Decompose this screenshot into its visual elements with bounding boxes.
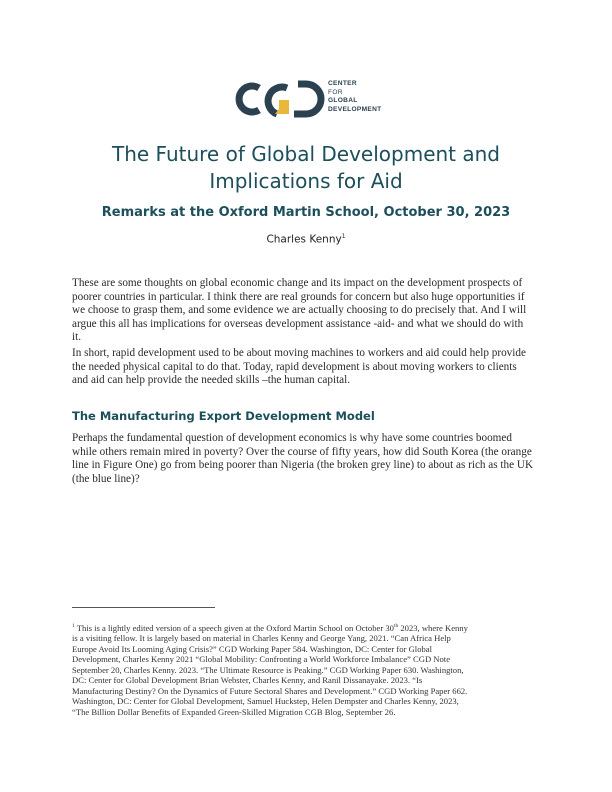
text-line: while others remain mired in poverty? Over the course of fifty years, how did South Korea (the orange (72, 445, 532, 458)
text-line: it. (72, 331, 82, 344)
author (0, 233, 612, 246)
logo-wordmark (328, 80, 382, 114)
footnote (72, 621, 468, 717)
text-line: and aid can help provide the needed skills –the human capital. (72, 374, 351, 387)
author-name: Charles Kenny (266, 233, 342, 246)
paragraph-section (72, 432, 552, 486)
text-line: (the blue line)? (72, 472, 140, 485)
text-line: DC: Center for Global Development Brian Webster, Charles Kenny, and Ranil Dissanayake. 2023. “Is (72, 675, 423, 686)
text-line: Europe Avoid Its Looming Aging Crisis?” CGD Working Paper 584. Washington, DC: Center for Global (72, 643, 432, 654)
subtitle: Remarks at the Oxford Martin School, October 30, 2023 (101, 205, 511, 220)
text-line: argue this all has implications for overseas development assistance -aid- and what we should do with (72, 317, 524, 330)
footnote-mark: 1 (72, 623, 75, 629)
title-line: The Future of Global Development and (111, 142, 501, 166)
text-line: These are some thoughts on global economic change and its impact on the development prospects of (72, 277, 523, 289)
text-line: Development, Charles Kenny 2021 “Global Mobility: Confronting a World Workforce Imbalance” CGD Note (72, 654, 451, 665)
logo-line: FOR (328, 88, 343, 96)
logo-line: GLOBAL (328, 97, 358, 105)
text-line: In short, rapid development used to be about moving machines to workers and aid could help provide (72, 347, 526, 359)
text-line: Manufacturing Destiny? On the Dynamics of Future Sectoral Shares and Development.” CGD Working Paper 662. (72, 685, 468, 696)
text-line: September 20, Charles Kenny. 2023. “The Ultimate Resource is Peaking.” CGD Working Paper 630. Washington, (72, 664, 464, 675)
text-line: we choose to grasp them, and some evidence we are actually choosing to do precisely that. And I will (72, 304, 527, 317)
section-heading: The Manufacturing Export Development Model (72, 409, 375, 423)
text-line: Washington, DC: Center for Global Development, Samuel Huckstep, Helen Dempster and Charles Kenny, 2023, (72, 696, 459, 707)
text-line: This is a lightly edited version of a speech given at the Oxford Martin School on October 30 (74, 622, 394, 633)
page-title (0, 141, 612, 195)
text-line: 2023, where Kenny (398, 622, 468, 633)
title-line: Implications for Aid (209, 169, 403, 193)
text-line: “The Billion Dollar Benefits of Expanded Green-Skilled Migration CGB Blog, September 26. (72, 706, 396, 717)
text-line: Perhaps the fundamental question of development economics is why have some countries boomed (72, 432, 512, 444)
paragraph-intro (72, 277, 552, 345)
text-line: poorer countries in particular. I think there are real grounds for concern but also huge opportunities if (72, 290, 525, 303)
logo-line: CENTER (328, 80, 357, 87)
text-line: the needed physical capital to do that. Today, rapid development is about moving workers to clients (72, 360, 517, 373)
text-line: line in Figure One) go from being poorer than Nigeria (the broken grey line) to about as rich as the UK (72, 459, 534, 472)
footnote-ref[interactable]: 1 (341, 233, 346, 240)
logo-line: DEVELOPMENT (328, 105, 382, 113)
footnote-divider (72, 607, 215, 608)
ordinal-suffix: th (393, 623, 399, 629)
text-line: is a visiting fellow. It is largely based on material in Charles Kenny and George Yang, 2021. “Can Africa Help (72, 633, 451, 644)
paragraph-summary (72, 347, 552, 388)
